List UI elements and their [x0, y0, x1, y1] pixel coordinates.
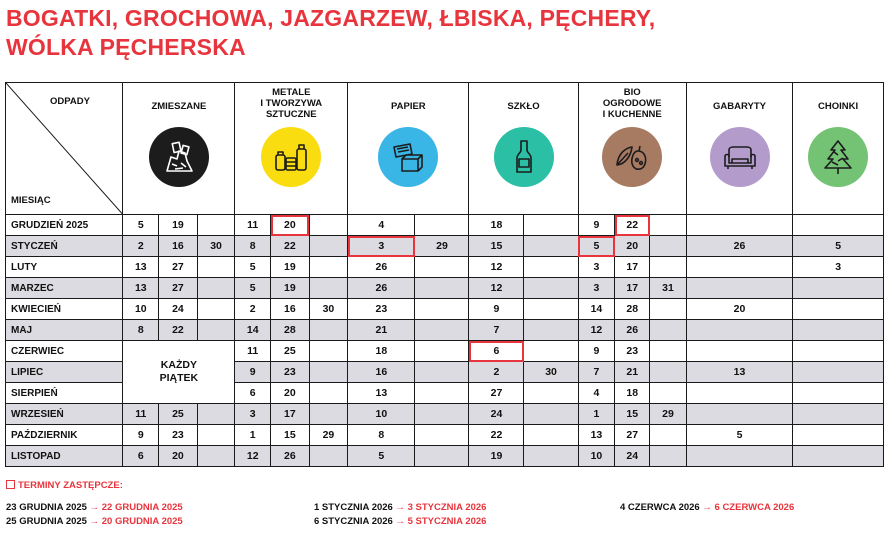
date-cell: 12	[235, 446, 271, 467]
date-cell: 26	[615, 320, 650, 341]
date-cell: 13	[686, 362, 792, 383]
date-cell	[197, 446, 235, 467]
date-cell	[309, 236, 348, 257]
date-cell: 2	[469, 362, 524, 383]
header-choinki	[793, 83, 884, 215]
date-cell	[524, 341, 578, 362]
date-cell: 7	[578, 362, 615, 383]
date-cell	[415, 446, 469, 467]
date-cell: 6	[123, 446, 159, 467]
table-row	[6, 320, 884, 341]
date-cell	[309, 257, 348, 278]
date-cell: 3	[235, 404, 271, 425]
date-cell	[650, 425, 687, 446]
date-cell: 17	[271, 404, 310, 425]
date-cell	[650, 446, 687, 467]
date-cell: 7	[469, 320, 524, 341]
date-cell	[686, 215, 792, 236]
date-cell: 5	[235, 257, 271, 278]
date-cell	[524, 257, 578, 278]
date-cell	[524, 299, 578, 320]
date-cell: 12	[578, 320, 615, 341]
date-cell	[415, 341, 469, 362]
date-cell	[686, 257, 792, 278]
date-cell	[309, 446, 348, 467]
date-cell: 3	[578, 278, 615, 299]
table-row	[6, 299, 884, 320]
date-cell: 14	[578, 299, 615, 320]
date-cell: 22	[271, 236, 310, 257]
table-row	[6, 446, 884, 467]
date-cell: 2	[123, 236, 159, 257]
date-cell: 26	[686, 236, 792, 257]
date-cell	[650, 383, 687, 404]
date-cell	[793, 278, 884, 299]
date-cell: 3	[578, 257, 615, 278]
date-cell: 12	[469, 257, 524, 278]
date-cell: 26	[348, 257, 415, 278]
date-cell	[686, 341, 792, 362]
mixed-waste-icon	[149, 127, 209, 187]
date-cell	[197, 299, 235, 320]
month-cell: GRUDZIEŃ 2025	[6, 215, 123, 236]
date-cell	[524, 404, 578, 425]
month-cell: WRZESIEŃ	[6, 404, 123, 425]
square-icon	[6, 480, 15, 489]
date-cell: 23	[615, 341, 650, 362]
date-cell: 25	[159, 404, 198, 425]
paper-box-icon	[378, 127, 438, 187]
date-cell: 18	[469, 215, 524, 236]
date-cell: 20	[615, 236, 650, 257]
date-cell: 10	[348, 404, 415, 425]
date-cell: 6	[469, 341, 524, 362]
date-cell: 16	[348, 362, 415, 383]
date-cell	[524, 215, 578, 236]
date-cell	[415, 362, 469, 383]
date-cell	[415, 425, 469, 446]
date-cell: 21	[348, 320, 415, 341]
date-cell: 8	[235, 236, 271, 257]
date-cell: 29	[309, 425, 348, 446]
header-bio	[578, 83, 686, 215]
table-row	[6, 257, 884, 278]
date-cell: 3	[348, 236, 415, 257]
date-cell	[309, 320, 348, 341]
date-cell	[197, 257, 235, 278]
date-cell	[650, 341, 687, 362]
date-cell: 21	[615, 362, 650, 383]
date-cell	[524, 383, 578, 404]
date-cell	[197, 215, 235, 236]
category-label: CHOINKI	[818, 100, 859, 112]
date-cell: 5	[348, 446, 415, 467]
date-cell	[793, 425, 884, 446]
date-cell: 20	[159, 446, 198, 467]
date-cell: 14	[235, 320, 271, 341]
date-cell	[524, 446, 578, 467]
date-cell	[309, 404, 348, 425]
date-cell: 6	[235, 383, 271, 404]
date-cell: 10	[578, 446, 615, 467]
sofa-icon	[710, 127, 770, 187]
date-cell	[415, 404, 469, 425]
date-cell: 9	[469, 299, 524, 320]
header-miesiac: MIESIĄC	[11, 195, 51, 206]
date-cell: 2	[235, 299, 271, 320]
date-cell: 22	[615, 215, 650, 236]
date-cell: 15	[469, 236, 524, 257]
date-cell: 29	[650, 404, 687, 425]
date-cell	[686, 278, 792, 299]
date-cell	[415, 215, 469, 236]
date-cell	[650, 299, 687, 320]
date-cell: 28	[615, 299, 650, 320]
substitute-date: 4 CZERWCA 2026 → 6 CZERWCA 2026	[620, 502, 795, 513]
date-cell: 15	[615, 404, 650, 425]
date-cell: 19	[271, 257, 310, 278]
date-cell: 20	[271, 383, 310, 404]
date-cell: 9	[123, 425, 159, 446]
date-cell: 13	[348, 383, 415, 404]
date-cell	[197, 320, 235, 341]
date-cell: 16	[159, 236, 198, 257]
month-cell: MARZEC	[6, 278, 123, 299]
date-cell	[686, 383, 792, 404]
date-cell: 27	[159, 278, 198, 299]
table-row	[6, 278, 884, 299]
date-cell: 19	[159, 215, 198, 236]
date-cell: 11	[235, 341, 271, 362]
date-cell	[415, 299, 469, 320]
date-cell	[415, 383, 469, 404]
date-cell	[650, 320, 687, 341]
date-cell: 27	[159, 257, 198, 278]
substitutes-heading: TERMINY ZASTĘPCZE:	[6, 480, 123, 491]
date-cell	[197, 278, 235, 299]
date-cell: 23	[348, 299, 415, 320]
date-cell	[415, 257, 469, 278]
date-cell: 20	[686, 299, 792, 320]
date-cell	[793, 320, 884, 341]
header-row	[6, 83, 884, 215]
date-cell	[650, 215, 687, 236]
date-cell: 9	[578, 215, 615, 236]
bio-waste-icon	[602, 127, 662, 187]
date-cell: 13	[123, 257, 159, 278]
date-cell: 1	[578, 404, 615, 425]
month-cell: SIERPIEŃ	[6, 383, 123, 404]
date-cell: 5	[578, 236, 615, 257]
date-cell	[415, 278, 469, 299]
date-cell: 1	[235, 425, 271, 446]
header-odpady: ODPADY	[50, 96, 90, 107]
date-cell: 8	[348, 425, 415, 446]
month-cell: LISTOPAD	[6, 446, 123, 467]
date-cell	[415, 320, 469, 341]
date-cell	[686, 446, 792, 467]
category-label: SZKŁO	[507, 100, 540, 112]
date-cell: 8	[123, 320, 159, 341]
cans-bottles-icon	[261, 127, 321, 187]
date-cell: 16	[271, 299, 310, 320]
category-label: ZMIESZANE	[151, 100, 207, 112]
date-cell: 18	[615, 383, 650, 404]
header-papier	[348, 83, 469, 215]
date-cell: 26	[271, 446, 310, 467]
date-cell: 5	[793, 236, 884, 257]
date-cell: 27	[615, 425, 650, 446]
date-cell: 17	[615, 278, 650, 299]
date-cell	[650, 236, 687, 257]
every-friday-label: KAŻDY PIĄTEK	[159, 359, 199, 384]
date-cell	[650, 257, 687, 278]
schedule-table	[5, 82, 884, 467]
date-cell: 22	[469, 425, 524, 446]
date-cell: 4	[578, 383, 615, 404]
date-cell	[309, 215, 348, 236]
date-cell: 12	[469, 278, 524, 299]
date-cell	[524, 320, 578, 341]
title-line-2: WÓLKA PĘCHERSKA	[6, 34, 246, 60]
date-cell	[524, 236, 578, 257]
month-cell: KWIECIEŃ	[6, 299, 123, 320]
date-cell: 25	[271, 341, 310, 362]
date-cell	[793, 362, 884, 383]
date-cell: 4	[348, 215, 415, 236]
date-cell: 30	[197, 236, 235, 257]
table-row	[6, 425, 884, 446]
date-cell: 5	[123, 215, 159, 236]
month-cell: LIPIEC	[6, 362, 123, 383]
header-metale	[235, 83, 348, 215]
date-cell	[309, 341, 348, 362]
date-cell: 24	[159, 299, 198, 320]
date-cell: 5	[235, 278, 271, 299]
date-cell: 11	[235, 215, 271, 236]
month-cell: MAJ	[6, 320, 123, 341]
month-cell: LUTY	[6, 257, 123, 278]
table-row	[6, 404, 884, 425]
table-row	[6, 341, 884, 362]
date-cell	[524, 278, 578, 299]
date-cell	[793, 341, 884, 362]
date-cell: 5	[686, 425, 792, 446]
category-label: METALE I TWORZYWA SZTUCZNE	[260, 87, 323, 120]
date-cell	[793, 404, 884, 425]
date-cell: 3	[793, 257, 884, 278]
substitute-date: 6 STYCZNIA 2026 → 5 STYCZNIA 2026	[314, 516, 487, 527]
date-cell	[686, 320, 792, 341]
every-friday-cell	[123, 341, 235, 404]
date-cell: 23	[271, 362, 310, 383]
date-cell: 9	[578, 341, 615, 362]
christmas-tree-icon	[808, 127, 868, 187]
month-cell: CZERWIEC	[6, 341, 123, 362]
table-row	[6, 215, 884, 236]
date-cell	[686, 404, 792, 425]
date-cell: 28	[271, 320, 310, 341]
date-cell	[309, 362, 348, 383]
date-cell	[793, 383, 884, 404]
date-cell	[309, 278, 348, 299]
date-cell: 26	[348, 278, 415, 299]
date-cell: 27	[469, 383, 524, 404]
date-cell	[793, 446, 884, 467]
date-cell: 10	[123, 299, 159, 320]
date-cell	[197, 425, 235, 446]
category-label: PAPIER	[390, 100, 426, 112]
date-cell	[524, 425, 578, 446]
date-cell: 11	[123, 404, 159, 425]
header-zmieszane	[123, 83, 235, 215]
substitute-date: 1 STYCZNIA 2026 → 3 STYCZNIA 2026	[314, 502, 487, 513]
header-gabaryty	[686, 83, 792, 215]
date-cell: 30	[524, 362, 578, 383]
date-cell: 31	[650, 278, 687, 299]
date-cell: 13	[578, 425, 615, 446]
header-corner	[6, 83, 123, 215]
date-cell: 13	[123, 278, 159, 299]
date-cell: 23	[159, 425, 198, 446]
header-szklo	[469, 83, 578, 215]
date-cell	[793, 215, 884, 236]
date-cell: 19	[271, 278, 310, 299]
date-cell: 17	[615, 257, 650, 278]
category-label: BIO OGRODOWE I KUCHENNE	[602, 87, 662, 120]
date-cell: 24	[615, 446, 650, 467]
date-cell: 20	[271, 215, 310, 236]
date-cell: 24	[469, 404, 524, 425]
date-cell: 19	[469, 446, 524, 467]
title-line-1: BOGATKI, GROCHOWA, JAZGARZEW, ŁBISKA, PĘCHERY,	[6, 5, 656, 31]
date-cell: 29	[415, 236, 469, 257]
date-cell	[197, 404, 235, 425]
category-label: GABARYTY	[713, 100, 766, 112]
month-cell: PAŹDZIERNIK	[6, 425, 123, 446]
page-title	[6, 4, 655, 62]
substitute-date: 25 GRUDNIA 2025 → 20 GRUDNIA 2025	[6, 516, 183, 527]
date-cell: 30	[309, 299, 348, 320]
table-row	[6, 236, 884, 257]
date-cell: 18	[348, 341, 415, 362]
date-cell	[309, 383, 348, 404]
month-cell: STYCZEŃ	[6, 236, 123, 257]
glass-bottle-icon	[494, 127, 554, 187]
date-cell	[793, 299, 884, 320]
date-cell: 22	[159, 320, 198, 341]
date-cell: 15	[271, 425, 310, 446]
substitute-date: 23 GRUDNIA 2025 → 22 GRUDNIA 2025	[6, 502, 183, 513]
date-cell: 9	[235, 362, 271, 383]
date-cell	[650, 362, 687, 383]
